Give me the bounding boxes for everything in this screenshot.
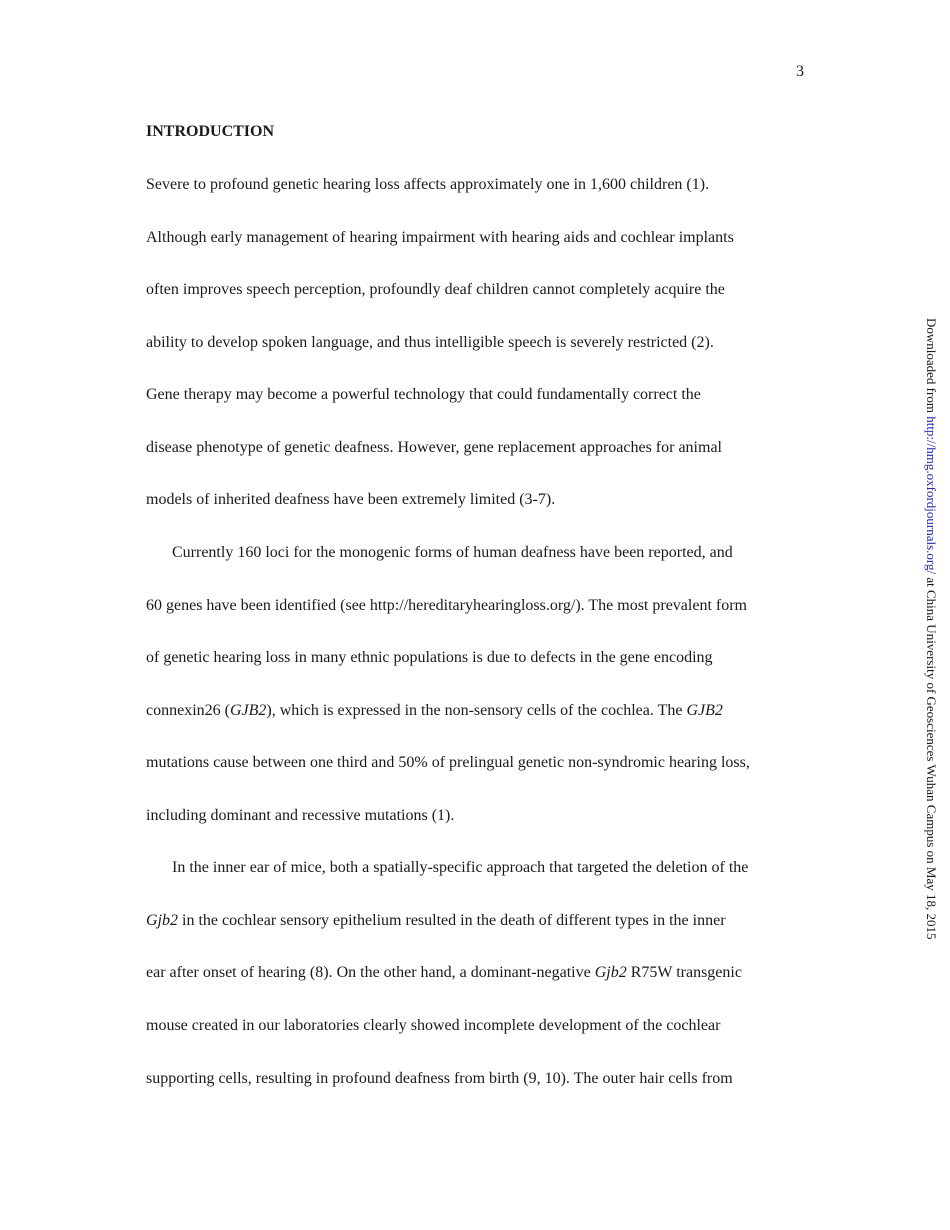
watermark-prefix: Downloaded from xyxy=(924,318,939,417)
body-line-13: including dominant and recessive mutations (1). xyxy=(146,807,455,824)
body-line-5: Gene therapy may become a powerful technology that could fundamentally correct the xyxy=(146,386,701,403)
gene-name: Gjb2 xyxy=(146,912,178,929)
body-line-4: ability to develop spoken language, and thus intelligible speech is severely restricted (2). xyxy=(146,334,714,351)
body-line-18: supporting cells, resulting in profound deafness from birth (9, 10). The outer hair cells from xyxy=(146,1070,733,1087)
text-run: connexin26 ( xyxy=(146,702,230,719)
body-line-6: disease phenotype of genetic deafness. However, gene replacement approaches for animal xyxy=(146,439,722,456)
body-line-2: Although early management of hearing impairment with hearing aids and cochlear implants xyxy=(146,229,734,246)
text-run: in the cochlear sensory epithelium resulted in the death of different types in the inner xyxy=(178,912,726,929)
text-run: ear after onset of hearing (8). On the other hand, a dominant-negative xyxy=(146,964,595,981)
body-line-17: mouse created in our laboratories clearly showed incomplete development of the cochlear xyxy=(146,1017,721,1034)
section-heading: INTRODUCTION xyxy=(146,123,275,140)
body-line-8: Currently 160 loci for the monogenic forms of human deafness have been reported, and xyxy=(172,544,733,561)
body-line-11 xyxy=(146,701,723,721)
body-line-12: mutations cause between one third and 50% of prelingual genetic non-syndromic hearing loss, xyxy=(146,754,750,771)
journal-link[interactable]: http://hmg.oxfordjournals.org/ xyxy=(924,416,939,575)
body-line-7: models of inherited deafness have been extremely limited (3-7). xyxy=(146,491,556,508)
body-line-1: Severe to profound genetic hearing loss affects approximately one in 1,600 children (1). xyxy=(146,176,710,193)
body-line-14: In the inner ear of mice, both a spatially-specific approach that targeted the deletion of the xyxy=(172,859,749,876)
body-line-15 xyxy=(146,911,726,931)
body-line-3: often improves speech perception, profoundly deaf children cannot completely acquire the xyxy=(146,281,725,298)
gene-name: GJB2 xyxy=(686,702,723,719)
watermark-suffix: at China University of Geosciences Wuhan Campus on May 18, 2015 xyxy=(924,574,939,940)
page-number: 3 xyxy=(796,63,804,80)
body-line-16 xyxy=(146,963,742,983)
text-run: R75W transgenic xyxy=(626,964,742,981)
download-watermark xyxy=(923,318,939,939)
text-run: ), which is expressed in the non-sensory cells of the cochlea. The xyxy=(266,702,687,719)
body-line-9: 60 genes have been identified (see http://hereditaryhearingloss.org/). The most prevalent form xyxy=(146,597,747,614)
gene-name: GJB2 xyxy=(229,702,267,719)
gene-name: Gjb2 xyxy=(594,964,627,981)
body-line-10: of genetic hearing loss in many ethnic populations is due to defects in the gene encoding xyxy=(146,649,713,666)
